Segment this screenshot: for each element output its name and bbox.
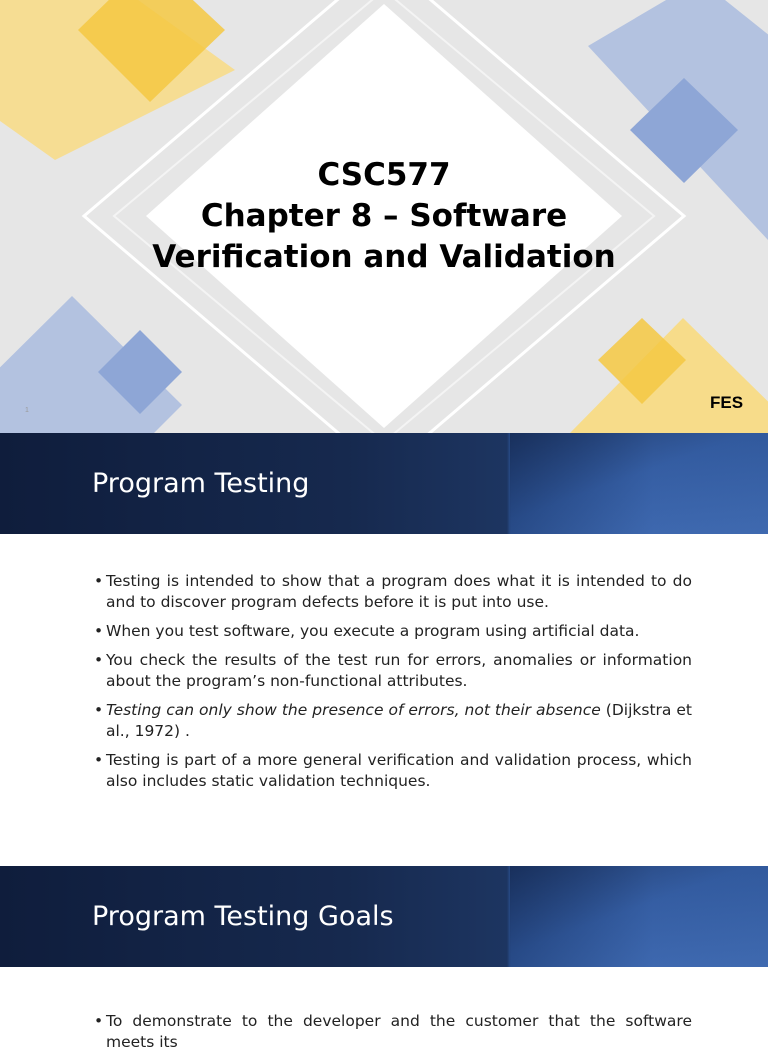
bullet-list bbox=[94, 571, 692, 800]
citation-text: (Dijkstra et al., 1972) . bbox=[106, 701, 693, 740]
bullet-text: Testing is intended to show that a program does what it is intended to do and to discover program defects before it is put into use. bbox=[106, 572, 692, 611]
list-item bbox=[94, 700, 692, 742]
slide-heading: Program Testing Goals bbox=[92, 901, 394, 932]
bullet-text: Testing is part of a more general verification and validation process, which also includes static validation techniques. bbox=[106, 751, 692, 790]
bullet-text: You check the results of the test run for errors, anomalies or information about the program’s non-functional attributes. bbox=[106, 651, 692, 690]
bullet-list bbox=[94, 1011, 692, 1061]
list-item bbox=[94, 750, 692, 792]
list-item bbox=[94, 571, 692, 613]
title-line: Verification and Validation bbox=[152, 239, 616, 275]
quote-text: Testing can only show the presence of errors, not their absence bbox=[106, 701, 601, 719]
slide-header-band bbox=[0, 866, 768, 967]
slide-header-band bbox=[0, 433, 768, 534]
slide-heading: Program Testing bbox=[92, 468, 310, 499]
slide-title bbox=[0, 155, 768, 278]
bullet-text: When you test software, you execute a program using artificial data. bbox=[106, 622, 640, 640]
title-line: Chapter 8 – Software bbox=[200, 198, 568, 234]
list-item bbox=[94, 621, 692, 642]
slide-number: 1 bbox=[25, 407, 29, 414]
list-item bbox=[94, 650, 692, 692]
title-slide bbox=[0, 0, 768, 433]
bullet-text: To demonstrate to the developer and the customer that the software meets its bbox=[106, 1012, 692, 1051]
title-line: CSC577 bbox=[317, 157, 451, 193]
list-item bbox=[94, 1011, 692, 1053]
footer-label: FES bbox=[710, 393, 744, 412]
